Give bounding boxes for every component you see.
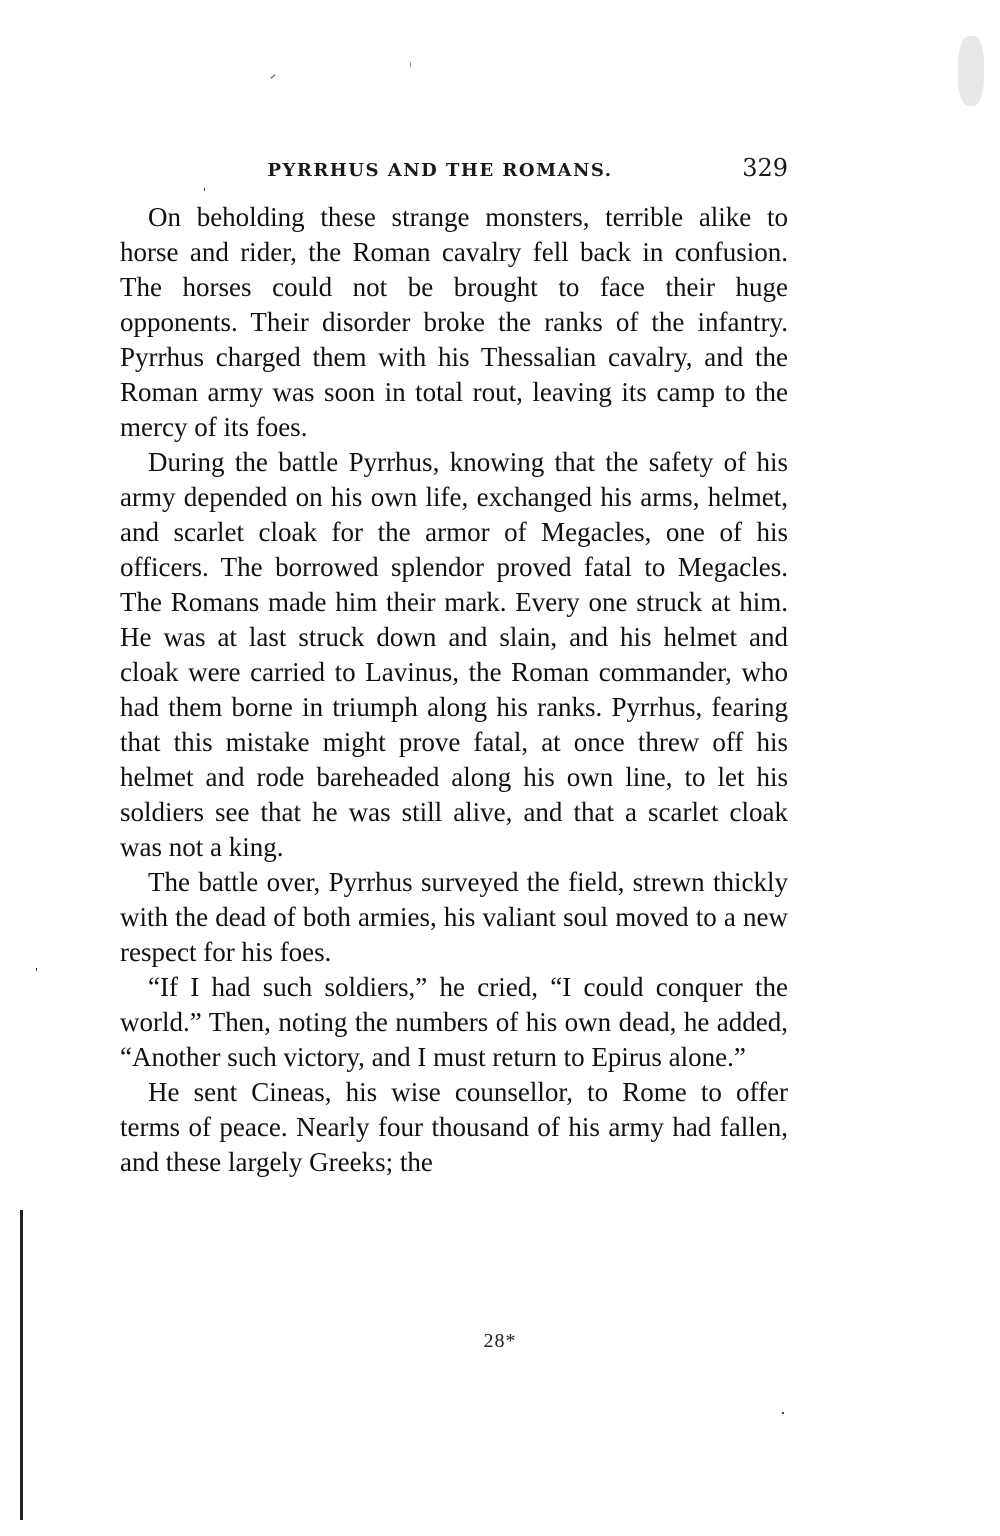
margin-rule	[20, 1210, 23, 1520]
paragraph-2: During the battle Pyrrhus, knowing that the safety of his army depended on his own life, exchanged his arms, helmet, and scarlet cloak for the armor of Megacles, one of his officers. The borrowed splendor proved fatal to Megacles. The Romans made him their mark. Every one struck at him. He was at last struck down and slain, and his helmet and cloak were carried to Lavinus, the Roman commander, who had them borne in triumph along his ranks. Pyrrhus, fearing that this mistake might prove fatal, at once threw off his helmet and rode bareheaded along his own line, to let his soldiers see that he was still alive, and that a scarlet cloak was not a king.	[120, 447, 788, 862]
page-number: 329	[742, 154, 788, 182]
paragraph-1: On beholding these strange monsters, terrible alike to horse and rider, the Roman cavalry fell back in confusion. The horses could not be brought to face their huge opponents. Their disorder broke the ranks of the infantry. Pyrrhus charged them with his Thessalian cavalry, and the Roman army was soon in total rout, leaving its camp to the mercy of its foes.	[120, 202, 788, 442]
paragraph-3: The battle over, Pyrrhus surveyed the field, strewn thickly with the dead of both armies, his valiant soul moved to a new respect for his foes.	[120, 867, 788, 967]
ink-speck	[36, 968, 37, 971]
paragraph-4: “If I had such soldiers,” he cried, “I could conquer the world.” Then, noting the numbers of his own dead, he added, “Another such victory, and I must return to Epirus alone.”	[120, 972, 788, 1072]
running-head	[120, 150, 788, 190]
page-smudge	[958, 36, 984, 106]
ink-speck	[270, 74, 275, 79]
body-text	[120, 200, 788, 1180]
ink-speck	[204, 188, 205, 191]
ink-speck	[782, 1412, 784, 1414]
paragraph-5: He sent Cineas, his wise counsellor, to Rome to offer terms of peace. Nearly four thousand of his army had fallen, and these largely Greeks; the	[120, 1077, 788, 1177]
signature-mark: 28*	[483, 1330, 517, 1352]
ink-speck	[410, 62, 411, 67]
running-head-title: PYRRHUS AND THE ROMANS.	[267, 160, 613, 181]
